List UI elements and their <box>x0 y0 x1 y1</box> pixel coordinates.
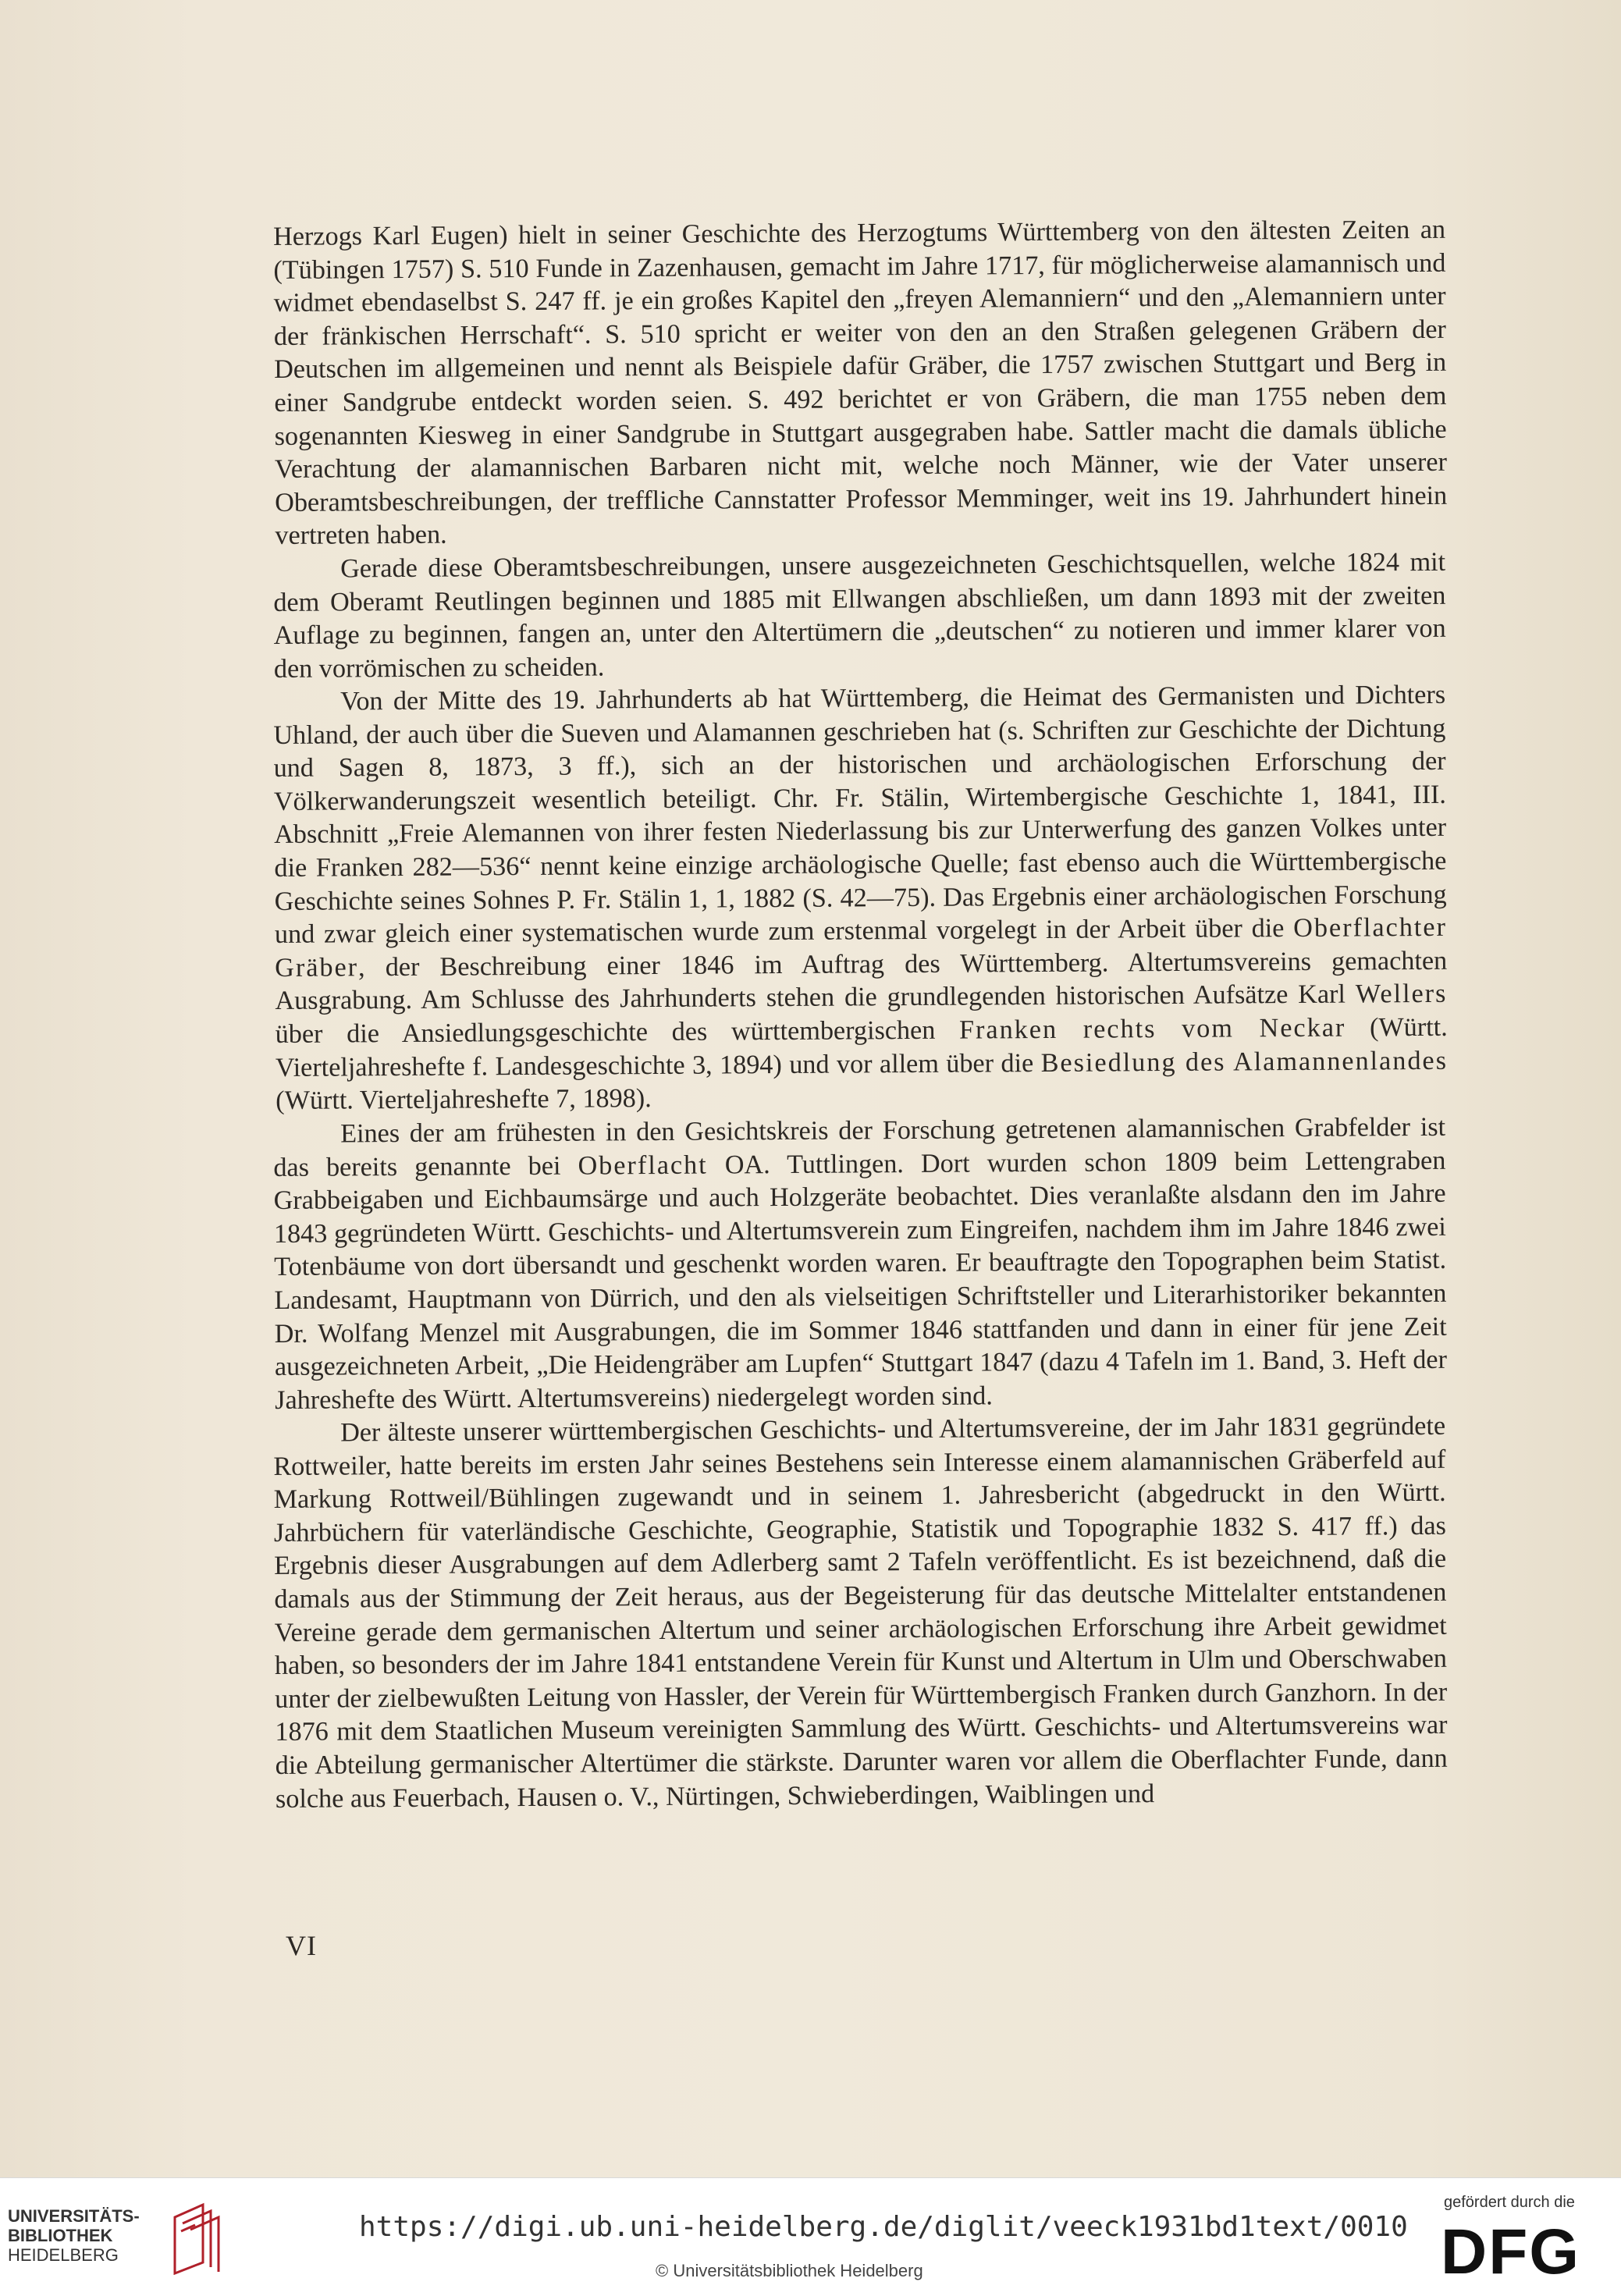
funder-caption: gefördert durch die <box>1444 2194 1575 2211</box>
library-name[interactable] <box>8 2206 140 2265</box>
heidelberg-library-logo-icon[interactable] <box>164 2200 228 2275</box>
library-name-line-2: BIBLIOTHEK <box>8 2226 113 2245</box>
paragraph-text: über die Ansiedlungsgeschichte des württembergischen <box>275 1015 960 1050</box>
spaced-emphasis-text: Oberflacht <box>578 1150 708 1181</box>
paragraph-text: Herzogs Karl Eugen) hielt in seiner Geschichte des Herzogtums Württemberg von den ältesten Zeiten an (Tübingen 1757) S. 510 Funde in Zazenhausen, gemacht im Jahre 1717, für möglicherweise alamannisch und widmet ebendaselbst S. 247 ff. je ein großes Kapitel den „freyen Alemanniern“ und den „Alemanniern unter der fränkischen Herrschaft“. S. 510 spricht er weiter von den an den Straßen gelegenen Gräbern der Deutschen im allgemeinen und nennt als Beispiele dafür Gräber, die 1757 zwischen Stuttgart und Berg in einer Sandgrube entdeckt worden seien. S. 492 berichtet er von Gräbern, die man 1755 neben dem sogenannten Kiesweg in einer Sandgrube in Stuttgart ausgegraben habe. Sattler macht die damals übliche Verachtung der alamannischen Barbaren nicht mit, welche noch Männer, wie der Vater unserer Oberamtsbeschreibungen, der treffliche Cannstatter Professor Memminger, weit ins 19. Jahrhundert hinein vertreten haben. <box>273 215 1448 551</box>
paragraph <box>273 1111 1447 1418</box>
paragraph-text: Eines der am frühesten in den Gesichtskreis der Forschung getretenen alamannischen Grabfelder ist das bereits genannte bei <box>273 1112 1446 1182</box>
paragraph <box>273 214 1448 553</box>
paragraph <box>273 1410 1448 1816</box>
body-text <box>273 215 1449 1817</box>
page-number: VI <box>286 1930 317 1961</box>
dfg-logo-icon[interactable]: DFG <box>1441 2216 1581 2287</box>
paragraph-text: , der Beschreibung einer 1846 im Auftrag des Württemberg. Altertumsvereins gemachten Ausgrabung. Am Schlusse des Jahrhunderts stehen die grundlegenden historischen Aufsätze Karl <box>275 946 1448 1016</box>
permalink-url[interactable]: https://digi.ub.uni-heidelberg.de/diglit/veeck1931bd1text/0010 <box>359 2211 1408 2243</box>
paragraph-text: OA. Tuttlingen. Dort wurden schon 1809 beim Lettengraben Grabbeigaben und Eichbaumsärge und auch Holzgeräte beobachtet. Dies veranlaßte alsdann den im Jahre 1843 gegründeten Württ. Geschichts- und Altertumsverein zum Eingreifen, nachdem ihm im Jahre 1846 zwei Totenbäume von dort übersandt und geschenkt worden waren. Er beauftragte den Topographen beim Statist. Landesamt, Hauptmann von Dürrich, und den als vielseitigen Schriftsteller und Literarhistoriker bekannten Dr. Wolfang Menzel mit Ausgrabungen, die im Sommer 1846 stattfanden und dann in einer für jene Zeit ausgezeichneten Arbeit, „Die Heidengräber am Lupfen“ Stuttgart 1847 (dazu 4 Tafeln im 1. Band, 3. Heft der Jahreshefte des Württ. Altertumsvereins) niedergelegt worden sind. <box>273 1146 1448 1415</box>
paragraph-text: Der älteste unserer württembergischen Geschichts- und Altertumsvereine, der im Jahr 1831 gegründete Rottweiler, hatte bereits im ersten Jahr seines Bestehens sein Interesse einem alamannischen Gräberfeld auf Markung Rottweil/Bühlingen zugewandt und in seinem 1. Jahresbericht (abgedruckt in den Württ. Jahrbüchern für vaterländische Geschichte, Geographie, Statistik und Topographie 1832 S. 417 ff.) das Ergebnis dieser Ausgrabungen auf dem Adlerberg samt 2 Tafeln veröffentlicht. Es ist bezeichnend, daß die damals aus der Stimmung der Zeit heraus, aus der Begeisterung für das deutsche Mittelalter entstandenen Vereine gerade dem germanischen Altertum und seiner archäologischen Erforschung ihre Arbeit gewidmet haben, so besonders der im Jahre 1841 entstandene Verein für Kunst und Altertum in Ulm und Oberschwaben unter der zielbewußten Leitung von Hassler, der Verein für Württembergisch Franken durch Ganzhorn. In der 1876 mit dem Staatlichen Museum vereinigten Sammlung des Württ. Geschichts- und Altertumsvereins war die Abteilung germanischer Altertümer die stärkste. Darunter waren vor allem die Oberflachter Funde, dann solche aus Feuerbach, Hausen o. V., Nürtingen, Schwieberdingen, Waiblingen und <box>273 1412 1448 1814</box>
spaced-emphasis-text: Besiedlung des Alamannenlandes <box>1040 1046 1449 1078</box>
copyright-notice: © Universitätsbibliothek Heidelberg <box>656 2261 923 2280</box>
spaced-emphasis-text: Oberflachter Gräber <box>275 913 1448 983</box>
paragraph-text: (Württ. Vierteljahreshefte f. Landesgeschichte 3, 1894) und vor allem über die <box>275 1013 1448 1082</box>
spaced-emphasis-text: Franken rechts vom Neckar <box>958 1013 1346 1045</box>
viewer-footer <box>0 2177 1621 2296</box>
spaced-emphasis-text: Wellers <box>1355 979 1448 1010</box>
paragraph <box>273 546 1446 687</box>
paragraph-text: Gerade diese Oberamtsbeschreibungen, unsere ausgezeichneten Geschichtsquellen, welche 1824 mit dem Oberamt Reutlingen beginnen und 1885 mit Ellwangen abschließen, um dann 1893 mit der zweiten Auflage zu beginnen, fangen an, unter den Altertümern die „deutschen“ zu notieren und immer klarer von den vorrömischen zu scheiden. <box>273 547 1446 684</box>
library-name-line-1: UNIVERSITÄTS- <box>8 2206 140 2226</box>
paragraph-text: Von der Mitte des 19. Jahrhunderts ab hat Württemberg, die Heimat des Germanisten und Dichters Uhland, der auch über die Sueven und Alamannen geschrieben hat (s. Schriften zur Geschichte der Dichtung und Sagen 8, 1873, 3 ff.), sich an der historischen und archäologischen Erforschung der Völkerwanderungszeit wesentlich beteiligt. Chr. Fr. Stälin, Wirtembergische Geschichte 1, 1841, III. Abschnitt „Freie Alemannen von ihrer festen Niederlassung bis zur Unterwerfung des ganzen Volkes unter die Franken 282—536“ nennt keine einzige archäologische Quelle; fast ebenso auch die Württembergische Geschichte seines Sohnes P. Fr. Stälin 1, 1, 1882 (S. 42—75). Das Ergebnis einer archäologischen Forschung und zwar gleich einer systematischen wurde zum erstenmal vorgelegt in der Arbeit über die <box>273 681 1447 950</box>
library-name-line-3: HEIDELBERG <box>8 2245 119 2265</box>
paragraph <box>273 679 1448 1118</box>
paragraph-text: (Württ. Vierteljahreshefte 7, 1898). <box>275 1084 652 1116</box>
